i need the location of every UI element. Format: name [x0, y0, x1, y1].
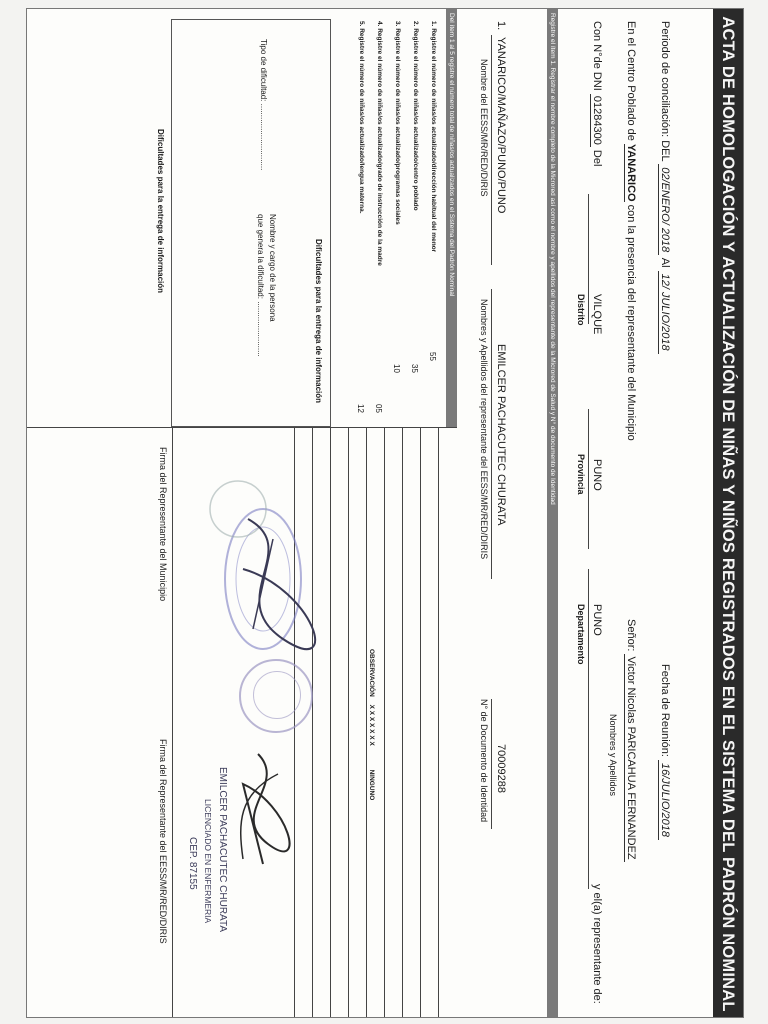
observation-divider [26, 427, 457, 428]
item1-number: 1. [495, 21, 507, 31]
persona-label-line1: Nombre y cargo de la persona [268, 214, 277, 322]
doc-value: 70009288 [495, 744, 507, 793]
rep-stamp-title: LICENCIADO EN ENFERMERIA [203, 799, 213, 924]
rep-signature [218, 744, 298, 884]
distrito-label: Distrito [576, 294, 586, 326]
rep-stamp-cep: CEP. 87155 [187, 837, 198, 890]
fecha-reunion-value: 16/JULIO/2018 [658, 760, 671, 840]
observation-row [368, 649, 375, 800]
item-row-label: 3. Registre el número de niñas/os actualizado/programas sociales [394, 21, 401, 225]
periodo-al-value: 12/ JULIO/2018 [658, 271, 671, 354]
centro-poblado-value: YANARICO [625, 143, 637, 202]
instruction-bar-1: Registre el ítem 1. Registrar el nombre completo de la Microred así como el nombre y apellidos del representante de la Microred de Salud y N° de documento de Identidad [547, 9, 558, 1018]
signature-eess-label: Firma del Representante del EESS/MR/RED/DIRIS [158, 739, 168, 944]
instruction-bar-2: Del ítem 1 al 5 registre el número total de niñas/os actualizados en el Sistema del Padrón Nominal [446, 9, 457, 427]
distrito-line [588, 194, 589, 324]
fecha-reunion-row [659, 664, 671, 840]
rep-value: EMILCER PACHACUTEC CHURATA [495, 344, 507, 526]
tipo-dificultad-label: Tipo de dificultad: [259, 39, 268, 102]
dni-label: Con N°de DNI [591, 21, 603, 91]
document-title: ACTA DE HOMOLOGACIÓN Y ACTUALIZACIÓN DE NIÑAS Y NIÑOS REGISTRADOS EN EL SISTEMA DEL PADRÓN NOMINAL [713, 9, 743, 1018]
item-row-value: 35 [410, 364, 419, 373]
senor-label: Señor: [625, 619, 637, 652]
eess-label: Nombre del EESS/MR/RED/DIRIS [479, 59, 489, 197]
rep-label: Nombres y Apellidos del representante del EESS/MR/RED/DIRIS [479, 299, 489, 560]
dni-del-label: Del [591, 149, 603, 167]
item-row-label: 1. Registre el número de niñas/os actualizado/dirección habitual del menor [430, 21, 437, 253]
obs-line [402, 427, 403, 1018]
document-page [26, 8, 744, 1018]
senor-caption: Nombres y Apellidos [608, 714, 618, 797]
centro-poblado-label: En el Centro Poblado de [625, 21, 637, 141]
observation-value: NINGUNO [368, 769, 375, 801]
doc-line [491, 699, 492, 829]
senor-value: Victor Nicolas PARICAHUA FERNANDEZ [625, 656, 637, 860]
provincia-line [588, 409, 589, 549]
obs-line [438, 427, 439, 1018]
dificultades-box [171, 19, 331, 427]
obs-line [366, 427, 367, 1018]
departamento-label: Departamento [576, 604, 586, 665]
item-row-label: 5. Registre el número de niñas/os actualizado/lengua materna. [358, 21, 365, 214]
rep-line [491, 289, 492, 579]
observation-marks: X X X X X X X [368, 704, 375, 746]
health-post-seal-inner [253, 671, 301, 719]
senor-row [625, 619, 637, 862]
distrito-value: VILQUE [591, 294, 603, 335]
item-row-value: 05 [374, 404, 383, 413]
item-row-value: 10 [392, 364, 401, 373]
fecha-reunion-label: Fecha de Reunión: [659, 664, 671, 757]
item-row-label: 4. Registre el número de niñas/os actualizado/grado de instrucción de la madre [376, 21, 383, 266]
dificultades-caption: Dificultades para la entrega de información [156, 129, 165, 294]
provincia-label: Provincia [576, 454, 586, 495]
obs-line [384, 427, 385, 1018]
signature-municipio-label: Firma del Representante del Municipio [158, 447, 168, 602]
doc-label: N° de Documento de Identidad [479, 699, 489, 823]
rep-stamp-name: EMILCER PACHACUTEC CHURATA [217, 767, 228, 933]
item-row-value: 55 [428, 352, 437, 361]
dificultades-title: Dificultades para la entrega de información [314, 239, 323, 404]
periodo-al-label: Al [659, 257, 671, 268]
departamento-value: PUNO [591, 604, 603, 636]
persona-label-line2: que genera la dificultad: [256, 214, 265, 299]
departamento-line [588, 569, 589, 889]
municipal-stamp-signature [203, 479, 343, 679]
item-row-value: 12 [356, 404, 365, 413]
dni-value: 01284300 [591, 95, 603, 145]
dni-row [591, 21, 603, 166]
signature-line [172, 427, 173, 1018]
eess-line [491, 35, 492, 265]
periodo-row [659, 21, 671, 354]
observation-label: OBSERVACIÓN [368, 649, 375, 697]
persona-dots: ......................... [256, 301, 265, 357]
periodo-label: Periodo de conciliación: DEL [659, 21, 671, 162]
centro-poblado-suffix: con la presencia del representante del Municipio [625, 204, 637, 441]
tipo-dificultad-dots: .............................. [259, 103, 268, 171]
centro-poblado-row [625, 21, 637, 441]
periodo-del-value: 02/ENERO/ 2018 [658, 164, 671, 255]
obs-line [348, 427, 349, 1018]
item-row-label: 2. Registre el número de niñas/os actualizado/centro poblado [412, 21, 419, 211]
tipo-dificultad [259, 39, 268, 170]
eess-value: YANARICO/MAÑAZO/PUNO/PUNO [495, 37, 507, 214]
provincia-value: PUNO [591, 459, 603, 491]
persona-dificultad [256, 214, 265, 357]
representante-de-label: y el(a) representante de: [591, 884, 603, 1004]
obs-line [420, 427, 421, 1018]
